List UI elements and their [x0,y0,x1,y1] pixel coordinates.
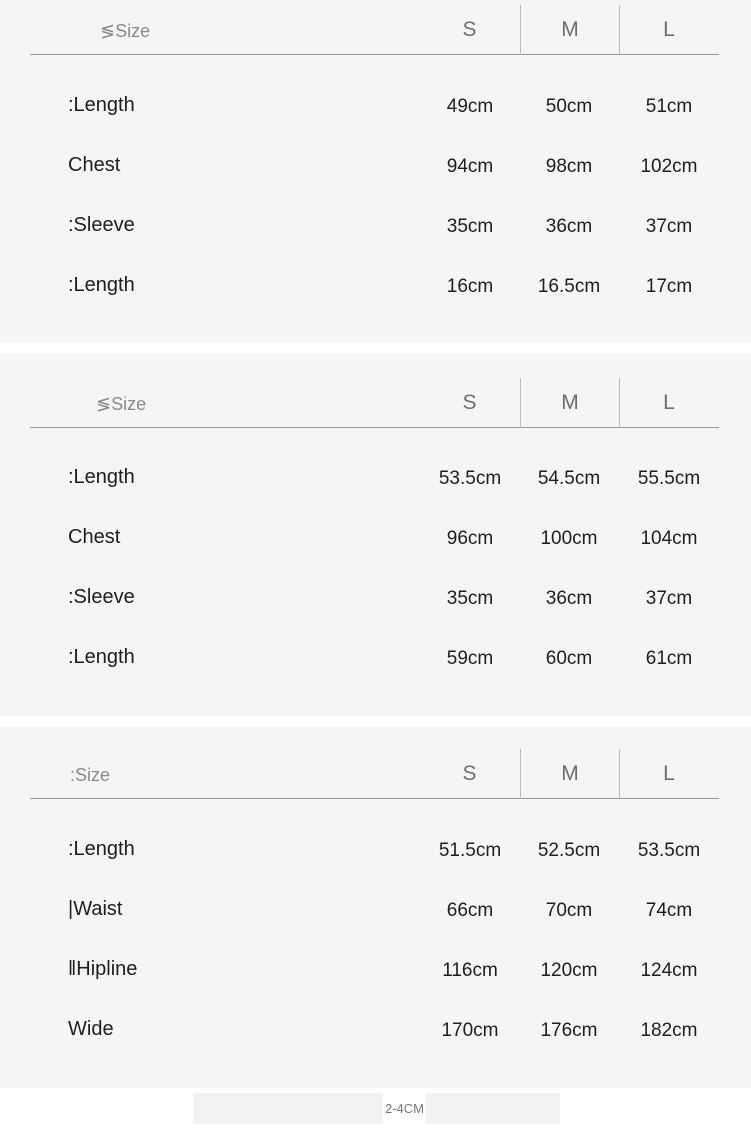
footer-note: 2-4CM [383,1093,426,1124]
cell-l: 61cm [645,648,693,669]
table-header [30,378,719,428]
table-row [0,578,751,618]
cell-m: 52.5cm [537,840,601,861]
size-heading: ≶Size [100,21,151,41]
row-label: :Length [68,838,135,860]
cell-s: 53.5cm [438,468,502,489]
column-size-l: L [619,749,718,799]
cell-l: 102cm [640,156,698,177]
cell-m: 70cm [545,900,593,921]
cell-m: 60cm [545,648,593,669]
row-label: Chest [68,526,121,548]
cell-l: 182cm [640,1020,698,1041]
footer-bar [193,1093,560,1124]
column-size-l: L [619,378,718,428]
column-size-m: M [520,378,619,428]
size-table-2 [0,353,751,716]
size-table-1 [0,0,751,343]
cell-l: 55.5cm [637,468,701,489]
column-size-s: S [462,391,477,414]
table-header [30,749,719,799]
column-size-m: M [520,749,619,799]
table-row [0,86,751,126]
row-label: :Length [68,646,135,668]
cell-l: 74cm [645,900,693,921]
cell-m: 98cm [545,156,593,177]
table-row [0,1010,751,1050]
cell-s: 116cm [442,960,498,981]
cell-l: 37cm [645,588,693,609]
table-header [30,5,719,55]
cell-s: 59cm [446,648,494,669]
cell-s: 35cm [446,588,494,609]
cell-m: 176cm [540,1020,598,1041]
row-label: :Length [68,466,135,488]
size-heading: ≶Size [96,394,147,414]
cell-l: 51cm [645,96,693,117]
row-label: Chest [68,154,121,176]
cell-m: 50cm [545,96,593,117]
cell-s: 51.5cm [438,840,502,861]
cell-s: 49cm [446,96,494,117]
cell-m: 54.5cm [537,468,601,489]
cell-l: 37cm [645,216,693,237]
cell-l: 104cm [640,528,698,549]
table-row [0,266,751,306]
column-size-s: S [462,18,477,41]
cell-m: 36cm [545,216,593,237]
column-size-s: S [462,762,477,785]
row-label: :Length [68,274,135,296]
row-label: ‖Hipline [68,958,138,980]
column-size-l: L [619,5,718,55]
cell-s: 94cm [446,156,494,177]
table-row [0,950,751,990]
row-label: Wide [68,1018,114,1040]
table-row [0,146,751,186]
cell-l: 17cm [645,276,693,297]
table-row [0,518,751,558]
table-row [0,458,751,498]
cell-m: 120cm [540,960,598,981]
size-heading: :Size [70,765,111,785]
cell-s: 66cm [446,900,494,921]
row-label: :Sleeve [68,214,135,236]
cell-s: 35cm [446,216,494,237]
table-row [0,206,751,246]
table-row [0,830,751,870]
size-table-3 [0,727,751,1088]
row-label: :Length [68,94,135,116]
cell-s: 96cm [446,528,494,549]
cell-s: 16cm [446,276,494,297]
cell-m: 36cm [545,588,593,609]
cell-s: 170cm [441,1020,499,1041]
cell-l: 53.5cm [637,840,701,861]
table-row [0,638,751,678]
cell-l: 124cm [640,960,698,981]
row-label: :Sleeve [68,586,135,608]
table-row [0,890,751,930]
column-size-m: M [520,5,619,55]
cell-m: 16.5cm [537,276,601,297]
cell-m: 100cm [540,528,598,549]
row-label: |Waist [68,898,123,920]
